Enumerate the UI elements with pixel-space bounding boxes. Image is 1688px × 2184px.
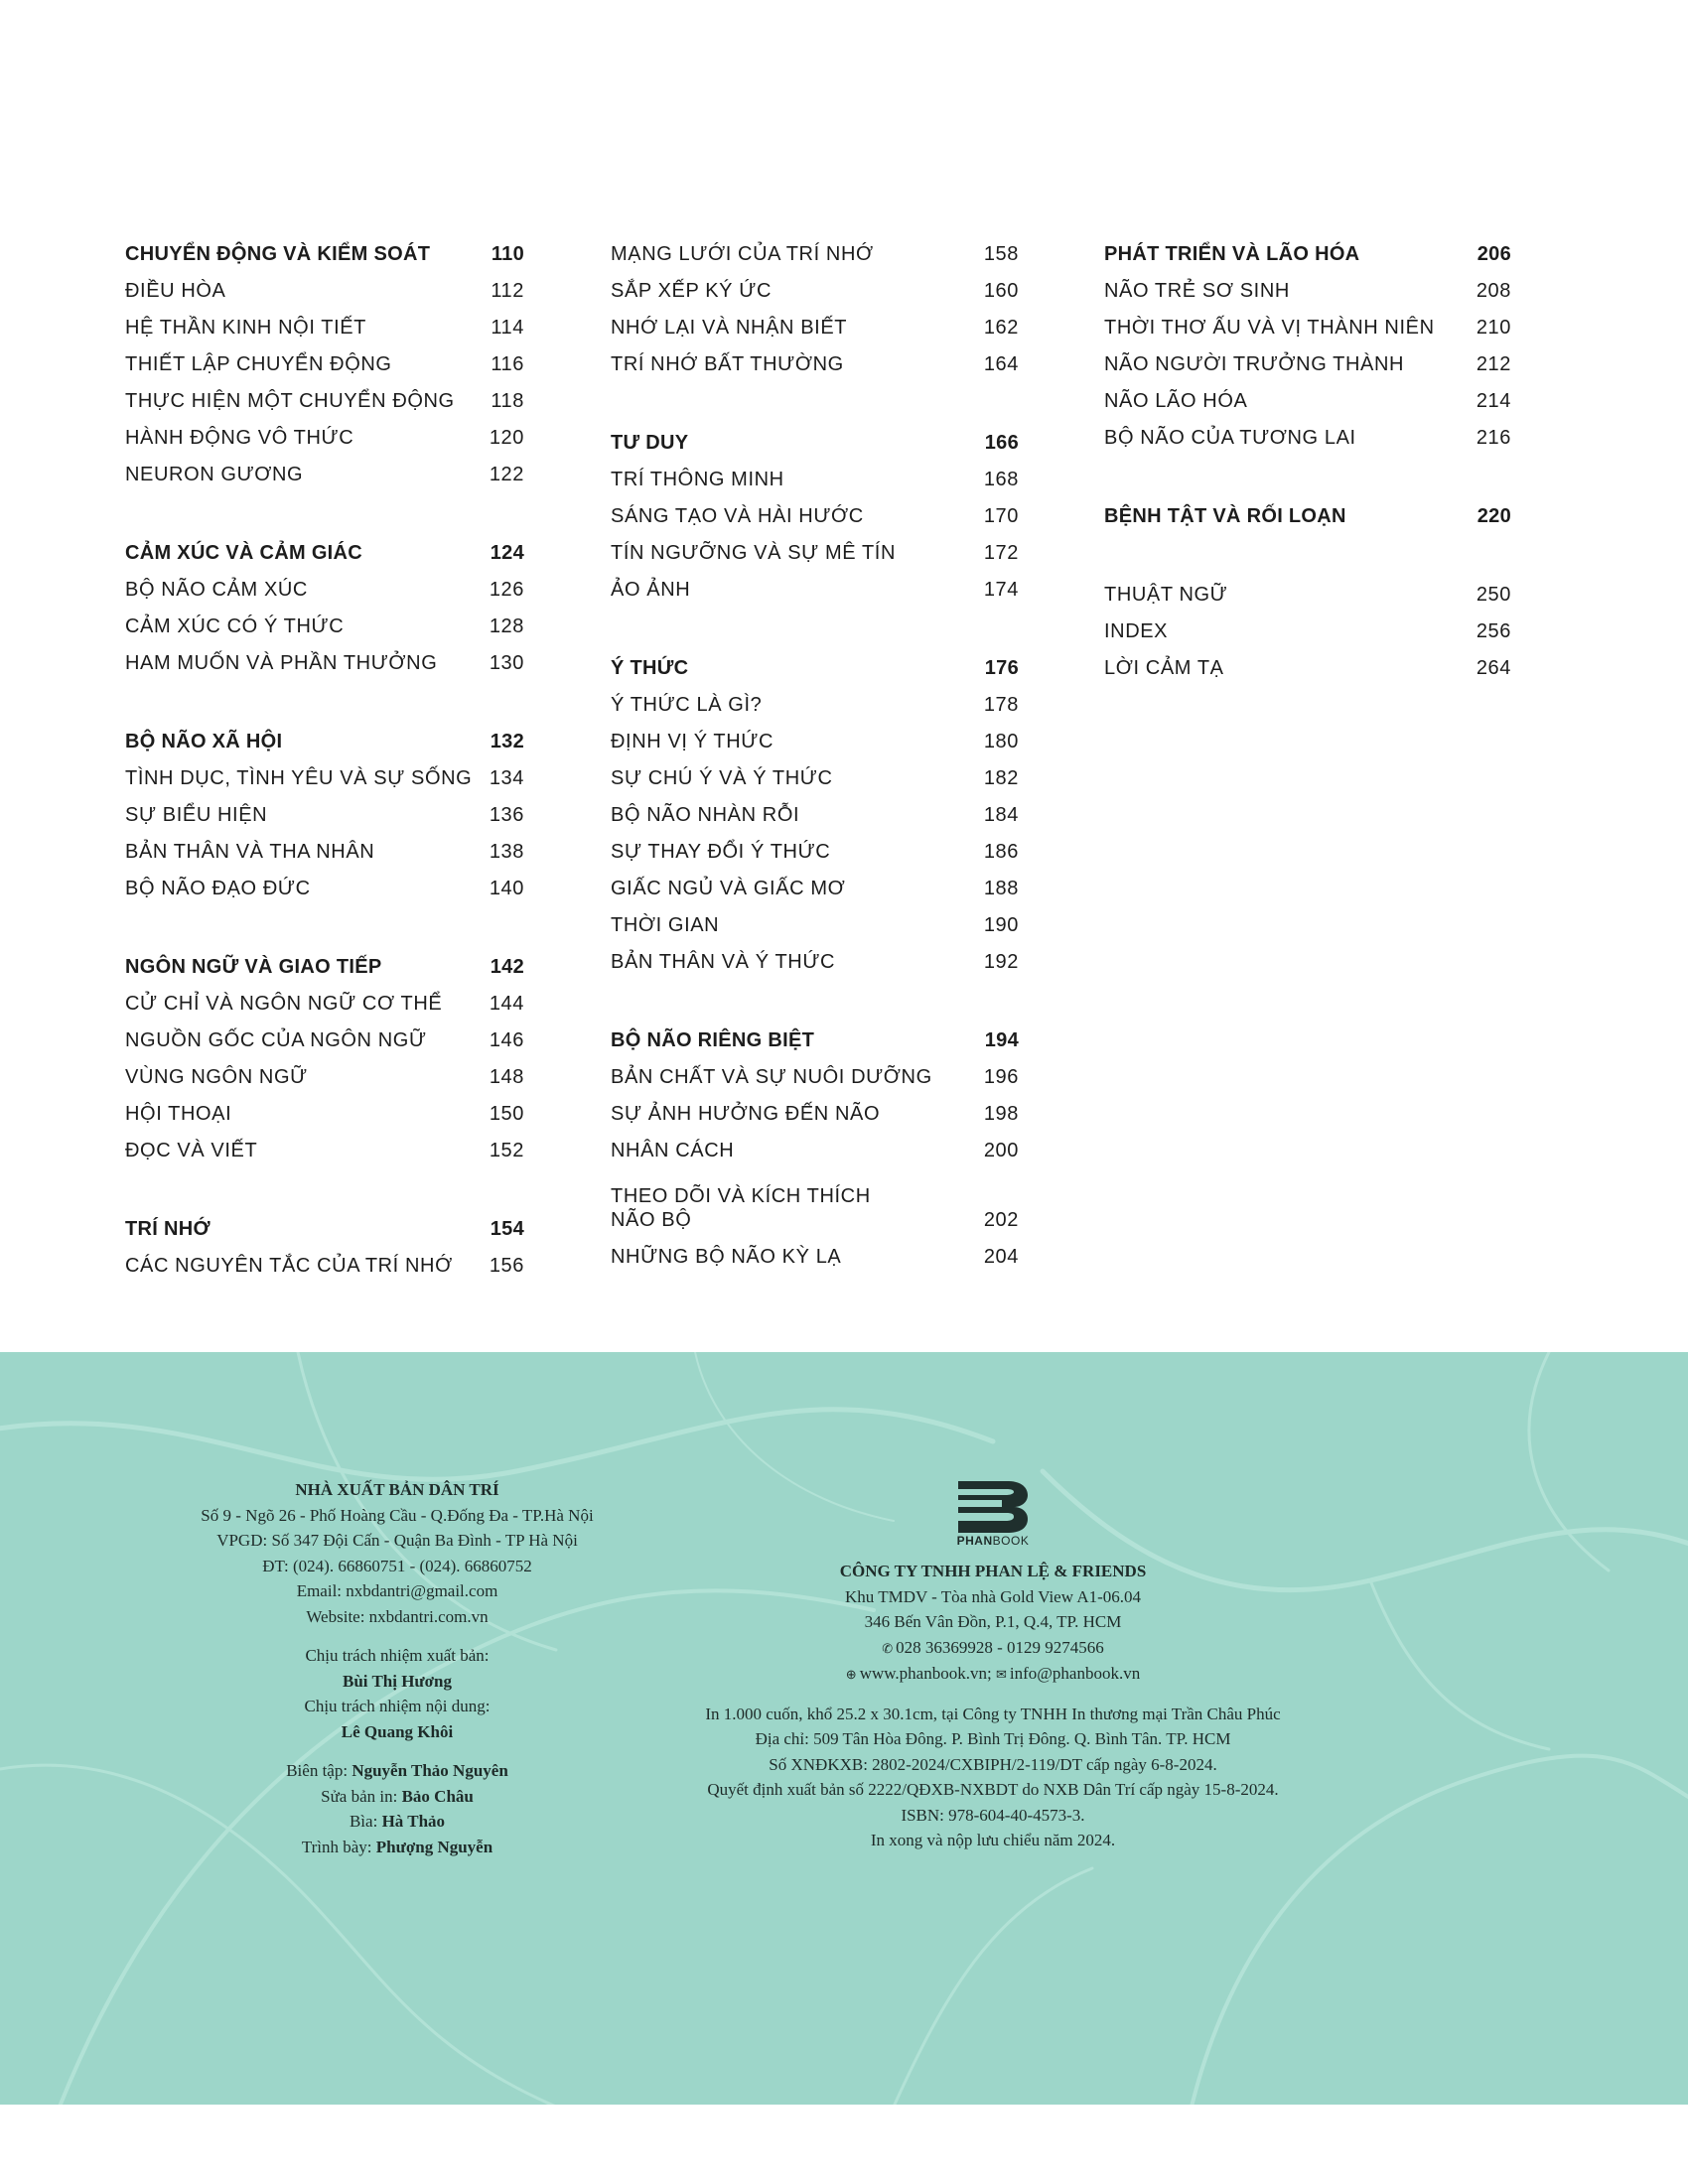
credit-line <box>149 1784 645 1810</box>
toc-entry <box>611 346 1019 383</box>
toc-section-heading <box>1104 498 1511 535</box>
print-info-line: In xong và nộp lưu chiểu năm 2024. <box>870 1831 1116 1849</box>
toc-entry <box>611 572 1019 609</box>
toc-entry <box>125 572 524 609</box>
toc-entry <box>1104 383 1511 420</box>
mail-icon: ✉ <box>995 1667 1007 1682</box>
toc-entry <box>611 535 1019 572</box>
toc-entry <box>611 687 1019 724</box>
toc-section <box>611 650 1019 981</box>
toc-heading-title: BỆNH TẬT VÀ RỐI LOẠN <box>1104 505 1346 527</box>
credit-name: Phượng Nguyễn <box>375 1837 493 1856</box>
toc-column-1 <box>125 236 524 1326</box>
credit-line <box>149 1809 645 1835</box>
responsible-content-name: Lê Quang Khôi <box>341 1721 454 1741</box>
toc-entry-page: 138 <box>489 841 524 863</box>
toc-section-heading <box>125 724 524 760</box>
toc-section <box>1104 577 1511 687</box>
toc-heading-page: 166 <box>984 432 1019 454</box>
toc-entry-page: 156 <box>489 1255 524 1277</box>
toc-section <box>611 425 1019 609</box>
toc-section <box>125 949 524 1169</box>
toc-entry-page: 186 <box>983 841 1019 863</box>
responsible-content-label: Chịu trách nhiệm nội dung: <box>304 1697 491 1715</box>
print-info-line: Quyết định xuất bản số 2222/QĐXB-NXBDT do NXB Dân Trí cấp ngày 15-8-2024. <box>707 1780 1279 1799</box>
company-email: info@phanbook.vn <box>1009 1664 1141 1683</box>
toc-entry <box>125 1059 524 1096</box>
toc-entry-title: VÙNG NGÔN NGỮ <box>125 1066 308 1088</box>
print-info-line: In 1.000 cuốn, khổ 25.2 x 30.1cm, tại Công ty TNHH In thương mại Trần Châu Phúc <box>705 1704 1281 1723</box>
toc-entry-title: THIẾT LẬP CHUYỂN ĐỘNG <box>125 353 392 375</box>
toc-entry-title: NÃO TRẺ SƠ SINH <box>1104 280 1290 302</box>
toc-entry-page: 116 <box>491 353 524 375</box>
toc-entry-page: 180 <box>983 731 1019 752</box>
toc-entry-page: 202 <box>983 1209 1019 1231</box>
toc-entry <box>125 871 524 907</box>
toc-entry-page: 172 <box>983 542 1019 564</box>
toc-entry <box>125 760 524 797</box>
toc-entry <box>1104 310 1511 346</box>
phanbook-logo <box>695 1479 1291 1549</box>
toc-entry <box>125 1023 524 1059</box>
toc-section <box>125 236 524 493</box>
toc-entry-title: ẢO ẢNH <box>611 579 691 601</box>
toc-entry <box>125 1133 524 1169</box>
toc-entry-title: SỰ THAY ĐỔI Ý THỨC <box>611 841 831 863</box>
toc-entry-page: 170 <box>983 505 1019 527</box>
toc-entry <box>125 346 524 383</box>
toc-entry <box>611 310 1019 346</box>
toc-entry-page: 146 <box>489 1029 524 1051</box>
toc-entry-title: THỰC HIỆN MỘT CHUYỂN ĐỘNG <box>125 390 455 412</box>
toc-entry <box>611 1133 1019 1169</box>
toc-entry <box>611 498 1019 535</box>
toc-section <box>1104 498 1511 535</box>
toc-entry <box>611 724 1019 760</box>
credit-name: Bảo Châu <box>401 1786 474 1806</box>
toc-entry-title: THUẬT NGỮ <box>1104 584 1228 606</box>
print-info-line: Địa chỉ: 509 Tân Hòa Đông. P. Bình Trị Đông. Q. Bình Tân. TP. HCM <box>755 1729 1231 1748</box>
toc-entry <box>125 457 524 493</box>
toc-entry-page: 118 <box>491 390 524 412</box>
toc-entry-page: 188 <box>983 878 1019 899</box>
toc-entry-title: ĐIỀU HÒA <box>125 280 226 302</box>
phone-icon: ✆ <box>882 1640 894 1656</box>
toc-heading-page: 124 <box>490 542 524 564</box>
toc-entry-page: 250 <box>1476 584 1511 606</box>
toc-entry-page: 200 <box>983 1140 1019 1161</box>
toc-entry <box>611 871 1019 907</box>
toc-entry-title: SẮP XẾP KÝ ỨC <box>611 280 772 302</box>
toc-entry-title: HÀNH ĐỘNG VÔ THỨC <box>125 427 354 449</box>
toc-entry-title: TRÍ NHỚ BẤT THƯỜNG <box>611 353 844 375</box>
print-info-line: Số XNĐKXB: 2802-2024/CXBIPH/2-119/DT cấp ngày 6-8-2024. <box>769 1754 1217 1774</box>
toc-entry <box>611 273 1019 310</box>
toc-heading-page: 132 <box>490 731 524 752</box>
toc-entry <box>611 944 1019 981</box>
toc-entry-page: 264 <box>1476 657 1511 679</box>
toc-entry-title: BỘ NÃO NHÀN RỖI <box>611 804 800 826</box>
toc-heading-title: BỘ NÃO XÃ HỘI <box>125 731 283 752</box>
toc-section-heading <box>125 1211 524 1248</box>
toc-section <box>125 1211 524 1285</box>
toc-entry-title: SỰ BIỂU HIỆN <box>125 804 268 826</box>
toc-entry <box>611 797 1019 834</box>
toc-section <box>611 236 1019 383</box>
toc-entry-page: 112 <box>491 280 524 302</box>
toc-heading-page: 142 <box>490 956 524 978</box>
toc-entry-page: 168 <box>983 469 1019 490</box>
toc-entry-title: SÁNG TẠO VÀ HÀI HƯỚC <box>611 505 864 527</box>
toc-entry <box>125 834 524 871</box>
toc-entry-page: 184 <box>983 804 1019 826</box>
toc-entry-page: 208 <box>1476 280 1511 302</box>
toc-heading-title: PHÁT TRIỂN VÀ LÃO HÓA <box>1104 243 1360 265</box>
toc-entry-title: CẢM XÚC CÓ Ý THỨC <box>125 615 345 637</box>
toc-entry-page: 144 <box>489 993 524 1015</box>
globe-icon: ⊕ <box>845 1667 857 1682</box>
toc-entry-title: CỬ CHỈ VÀ NGÔN NGỮ CƠ THỂ <box>125 993 443 1015</box>
toc-entry-title: BẢN THÂN VÀ Ý THỨC <box>611 951 836 973</box>
toc-heading-page: 194 <box>984 1029 1019 1051</box>
toc-entry <box>1104 614 1511 650</box>
toc-entry-title: ĐỊNH VỊ Ý THỨC <box>611 731 774 752</box>
publisher-website: Website: nxbdantri.com.vn <box>306 1606 489 1626</box>
toc-entry-page: 120 <box>489 427 524 449</box>
credit-label: Bìa: <box>349 1812 378 1831</box>
toc-entry <box>1104 577 1511 614</box>
toc-heading-page: 220 <box>1477 505 1511 527</box>
toc-entry-page: 150 <box>489 1103 524 1125</box>
toc-entry-title: BẢN CHẤT VÀ SỰ NUÔI DƯỠNG <box>611 1066 932 1088</box>
toc-heading-title: TƯ DUY <box>611 432 689 454</box>
company-website: www.phanbook.vn; <box>859 1664 992 1683</box>
toc-entry-title: NHÂN CÁCH <box>611 1140 735 1161</box>
toc-heading-title: TRÍ NHỚ <box>125 1218 211 1240</box>
credit-label: Biên tập: <box>286 1761 349 1780</box>
toc-entry-title: THEO DÕI VÀ KÍCH THÍCH NÃO BỘ <box>611 1185 871 1231</box>
toc-section-heading <box>611 425 1019 462</box>
toc-section <box>611 1023 1019 1276</box>
toc-entry-page: 134 <box>489 767 524 789</box>
toc-entry <box>125 986 524 1023</box>
toc-entry-title: THỜI GIAN <box>611 914 720 936</box>
toc-entry-page: 162 <box>983 317 1019 339</box>
toc-entry-page: 128 <box>489 615 524 637</box>
toc-entry-title: BẢN THÂN VÀ THA NHÂN <box>125 841 375 863</box>
toc-entry <box>611 462 1019 498</box>
toc-entry <box>611 236 1019 273</box>
toc-section <box>125 535 524 682</box>
toc-entry <box>611 834 1019 871</box>
toc-entry-page: 140 <box>489 878 524 899</box>
toc-entry-title: NÃO NGƯỜI TRƯỞNG THÀNH <box>1104 353 1405 375</box>
responsible-publish-label: Chịu trách nhiệm xuất bản: <box>305 1646 490 1665</box>
print-info <box>695 1702 1291 1853</box>
toc-entry-title: NEURON GƯƠNG <box>125 464 304 485</box>
toc-column-2 <box>611 236 1019 1317</box>
toc-heading-title: Ý THỨC <box>611 657 689 679</box>
toc-entry-page: 178 <box>983 694 1019 716</box>
toc-heading-page: 206 <box>1477 243 1511 265</box>
credit-name: Hà Thảo <box>381 1812 446 1831</box>
toc-entry-title: NGUỒN GỐC CỦA NGÔN NGỮ <box>125 1029 427 1051</box>
toc-entry-title: NHỚ LẠI VÀ NHẬN BIẾT <box>611 317 848 339</box>
toc-column-3 <box>1104 236 1511 729</box>
toc-entry-page: 158 <box>983 243 1019 265</box>
toc-entry <box>1104 420 1511 457</box>
toc-entry-title: Ý THỨC LÀ GÌ? <box>611 694 763 716</box>
toc-entry-page: 198 <box>983 1103 1019 1125</box>
colophon-footer <box>0 1352 1688 2105</box>
toc-entry-title: MẠNG LƯỚI CỦA TRÍ NHỚ <box>611 243 874 265</box>
logo-text-light: BOOK <box>992 1534 1030 1548</box>
company-phone: 028 36369928 - 0129 9274566 <box>896 1637 1104 1657</box>
toc-entry <box>1104 273 1511 310</box>
toc-entry-title: BỘ NÃO CỦA TƯƠNG LAI <box>1104 427 1356 449</box>
toc-section <box>1104 236 1511 457</box>
toc-entry-title: THỜI THƠ ẤU VÀ VỊ THÀNH NIÊN <box>1104 317 1435 339</box>
toc-entry-page: 196 <box>983 1066 1019 1088</box>
credit-line <box>149 1758 645 1784</box>
toc-entry <box>125 383 524 420</box>
toc-heading-page: 110 <box>491 243 524 265</box>
publisher-office: VPGD: Số 347 Đội Cấn - Quận Ba Đình - TP Hà Nội <box>216 1531 578 1550</box>
toc-entry <box>611 1239 1019 1276</box>
toc-entry-page: 164 <box>983 353 1019 375</box>
toc-entry-title: NHỮNG BỘ NÃO KỲ LẠ <box>611 1246 842 1268</box>
toc-entry <box>125 797 524 834</box>
credit-label: Trình bày: <box>301 1837 372 1856</box>
company-phone-line <box>695 1635 1291 1662</box>
toc-section-heading <box>611 650 1019 687</box>
toc-section-heading <box>611 1023 1019 1059</box>
toc-entry <box>125 609 524 645</box>
toc-entry-page: 256 <box>1476 620 1511 642</box>
toc-entry-title: HỆ THẦN KINH NỘI TIẾT <box>125 317 367 339</box>
toc-entry <box>125 273 524 310</box>
toc-entry-page: 214 <box>1476 390 1511 412</box>
toc-entry <box>611 907 1019 944</box>
phanbook-logo-icon <box>956 1479 1030 1535</box>
toc-entry-title: ĐỌC VÀ VIẾT <box>125 1140 258 1161</box>
toc-entry-title: SỰ ẢNH HƯỞNG ĐẾN NÃO <box>611 1103 881 1125</box>
toc-entry-page: 148 <box>489 1066 524 1088</box>
company-info <box>695 1479 1291 1853</box>
toc-entry <box>125 1096 524 1133</box>
toc-entry <box>125 645 524 682</box>
toc-entry <box>1104 650 1511 687</box>
credit-line <box>149 1835 645 1860</box>
toc-entry-page: 126 <box>489 579 524 601</box>
toc-entry <box>125 420 524 457</box>
toc-entry <box>125 310 524 346</box>
company-web-line <box>695 1661 1291 1688</box>
toc-entry-page: 216 <box>1476 427 1511 449</box>
toc-heading-page: 154 <box>490 1218 524 1240</box>
toc-section-heading <box>125 236 524 273</box>
toc-entry-title: BỘ NÃO ĐẠO ĐỨC <box>125 878 311 899</box>
toc-entry-title: GIẤC NGỦ VÀ GIẤC MƠ <box>611 878 846 899</box>
responsible-publish-name: Bùi Thị Hương <box>342 1671 453 1691</box>
toc-entry-title: TÌNH DỤC, TÌNH YÊU VÀ SỰ SỐNG <box>125 767 473 789</box>
print-info-line: ISBN: 978-604-40-4573-3. <box>901 1805 1085 1825</box>
toc-entry-page: 152 <box>489 1140 524 1161</box>
toc-heading-title: CẢM XÚC VÀ CẢM GIÁC <box>125 542 363 564</box>
toc-entry-page: 204 <box>983 1246 1019 1268</box>
toc-entry-page: 122 <box>489 464 524 485</box>
company-address-2: 346 Bến Vân Đồn, P.1, Q.4, TP. HCM <box>864 1612 1122 1631</box>
publisher-phone: ĐT: (024). 66860751 - (024). 66860752 <box>262 1556 532 1575</box>
toc-entry-title: BỘ NÃO CẢM XÚC <box>125 579 308 601</box>
toc-entry-page: 174 <box>983 579 1019 601</box>
toc-heading-title: CHUYỂN ĐỘNG VÀ KIỂM SOÁT <box>125 243 431 265</box>
logo-text-bold: PHAN <box>956 1534 993 1548</box>
publisher-info <box>149 1477 645 1859</box>
toc-heading-page: 176 <box>984 657 1019 679</box>
toc-entry-title: NÃO LÃO HÓA <box>1104 390 1248 412</box>
company-address-1: Khu TMDV - Tòa nhà Gold View A1-06.04 <box>844 1586 1142 1606</box>
credits-list <box>149 1758 645 1859</box>
credit-label: Sửa bản in: <box>321 1786 398 1806</box>
logo-wordmark <box>957 1533 1030 1549</box>
toc-heading-title: BỘ NÃO RIÊNG BIỆT <box>611 1029 815 1051</box>
toc-entry-page: 182 <box>983 767 1019 789</box>
toc-entry-page: 212 <box>1476 353 1511 375</box>
toc-section <box>125 724 524 907</box>
toc-entry <box>611 1096 1019 1133</box>
publisher-address: Số 9 - Ngõ 26 - Phố Hoàng Cầu - Q.Đống Đa - TP.Hà Nội <box>201 1505 594 1525</box>
toc-entry <box>611 1169 1019 1239</box>
toc-entry <box>1104 346 1511 383</box>
toc-entry <box>611 760 1019 797</box>
toc-entry-title: SỰ CHÚ Ý VÀ Ý THỨC <box>611 767 833 789</box>
publisher-name: NHÀ XUẤT BẢN DÂN TRÍ <box>295 1480 499 1499</box>
credit-name: Nguyễn Thảo Nguyên <box>352 1761 508 1780</box>
toc-entry <box>611 1059 1019 1096</box>
toc-entry-title: CÁC NGUYÊN TẮC CỦA TRÍ NHỚ <box>125 1255 453 1277</box>
toc-entry-title: TRÍ THÔNG MINH <box>611 469 784 490</box>
toc-entry-page: 130 <box>489 652 524 674</box>
toc-heading-title: NGÔN NGỮ VÀ GIAO TIẾP <box>125 956 382 978</box>
toc-entry-title: HAM MUỐN VÀ PHẦN THƯỞNG <box>125 652 438 674</box>
publisher-email: Email: nxbdantri@gmail.com <box>296 1581 498 1600</box>
toc-entry-page: 114 <box>491 317 524 339</box>
toc-entry-page: 210 <box>1476 317 1511 339</box>
toc-entry-title: HỘI THOẠI <box>125 1103 232 1125</box>
toc-entry-page: 192 <box>983 951 1019 973</box>
toc-entry-title: TÍN NGƯỠNG VÀ SỰ MÊ TÍN <box>611 542 896 564</box>
toc-section-heading <box>125 949 524 986</box>
toc-section-heading <box>125 535 524 572</box>
toc-entry-page: 190 <box>983 914 1019 936</box>
toc-entry-title: LỜI CẢM TẠ <box>1104 657 1224 679</box>
toc-entry-page: 160 <box>983 280 1019 302</box>
toc-entry-title: INDEX <box>1104 620 1169 642</box>
toc-entry <box>125 1248 524 1285</box>
company-name: CÔNG TY TNHH PHAN LỆ & FRIENDS <box>839 1562 1147 1580</box>
toc-entry-page: 136 <box>489 804 524 826</box>
toc-section-heading <box>1104 236 1511 273</box>
